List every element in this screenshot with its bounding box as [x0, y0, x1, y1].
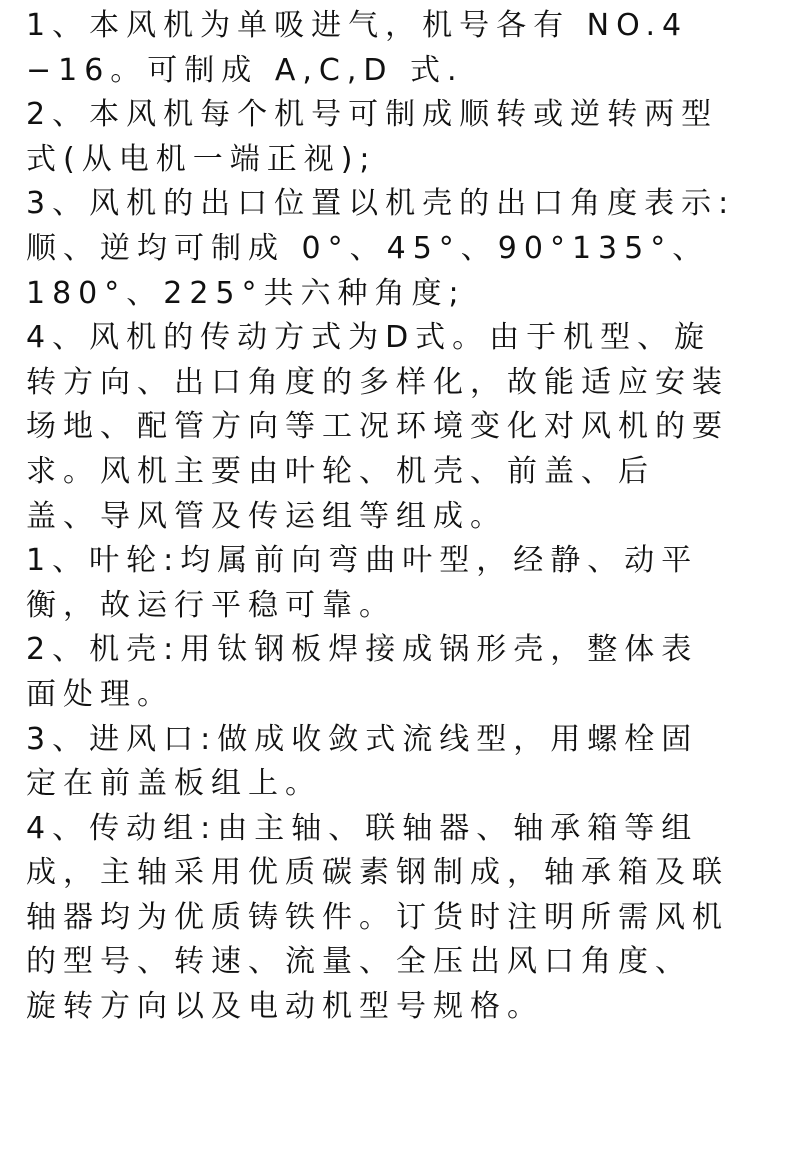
text-line: 场地、配管方向等工况环境变化对风机的要	[26, 409, 729, 445]
text-line: 3、风机的出口位置以机壳的出口角度表示:	[26, 186, 736, 222]
text-line: 的型号、转速、流量、全压出风口角度、	[26, 944, 692, 980]
text-line: 面处理。	[26, 676, 174, 712]
text-line: −16。可制成 A,C,D 式.	[26, 52, 464, 88]
text-line: 定在前盖板组上。	[26, 766, 322, 802]
text-line: 旋转方向以及电动机型号规格。	[26, 989, 544, 1025]
text-line: 顺、逆均可制成 0°、45°、90°135°、	[26, 230, 710, 266]
text-line: 4、风机的传动方式为D式。由于机型、旋	[26, 320, 712, 356]
text-line: 轴器均为优质铸铁件。订货时注明所需风机	[26, 899, 729, 935]
text-line: 2、本风机每个机号可制成顺转或逆转两型	[26, 97, 719, 133]
text-line: 180°、225°共六种角度;	[26, 275, 466, 311]
text-line: 成，主轴采用优质碳素钢制成，轴承箱及联	[26, 855, 729, 891]
text-line: 3、进风口:做成收敛式流线型，用螺栓固	[26, 721, 699, 757]
text-line: 式(从电机一端正视);	[26, 141, 377, 177]
text-line: 盖、导风管及传运组等组成。	[26, 498, 507, 534]
text-line: 求。风机主要由叶轮、机壳、前盖、后	[26, 453, 655, 489]
text-line: 4、传动组:由主轴、联轴器、轴承箱等组	[26, 810, 699, 846]
text-line: 2、机壳:用钛钢板焊接成锅形壳，整体表	[26, 632, 699, 668]
text-line: 1、叶轮:均属前向弯曲叶型，经静、动平	[26, 543, 699, 579]
text-line: 1、本风机为单吸进气，机号各有 NO.4	[26, 8, 689, 43]
text-line: 衡，故运行平稳可靠。	[26, 587, 396, 623]
document-body	[26, 4, 766, 1030]
text-line: 转方向、出口角度的多样化，故能适应安装	[26, 364, 729, 400]
